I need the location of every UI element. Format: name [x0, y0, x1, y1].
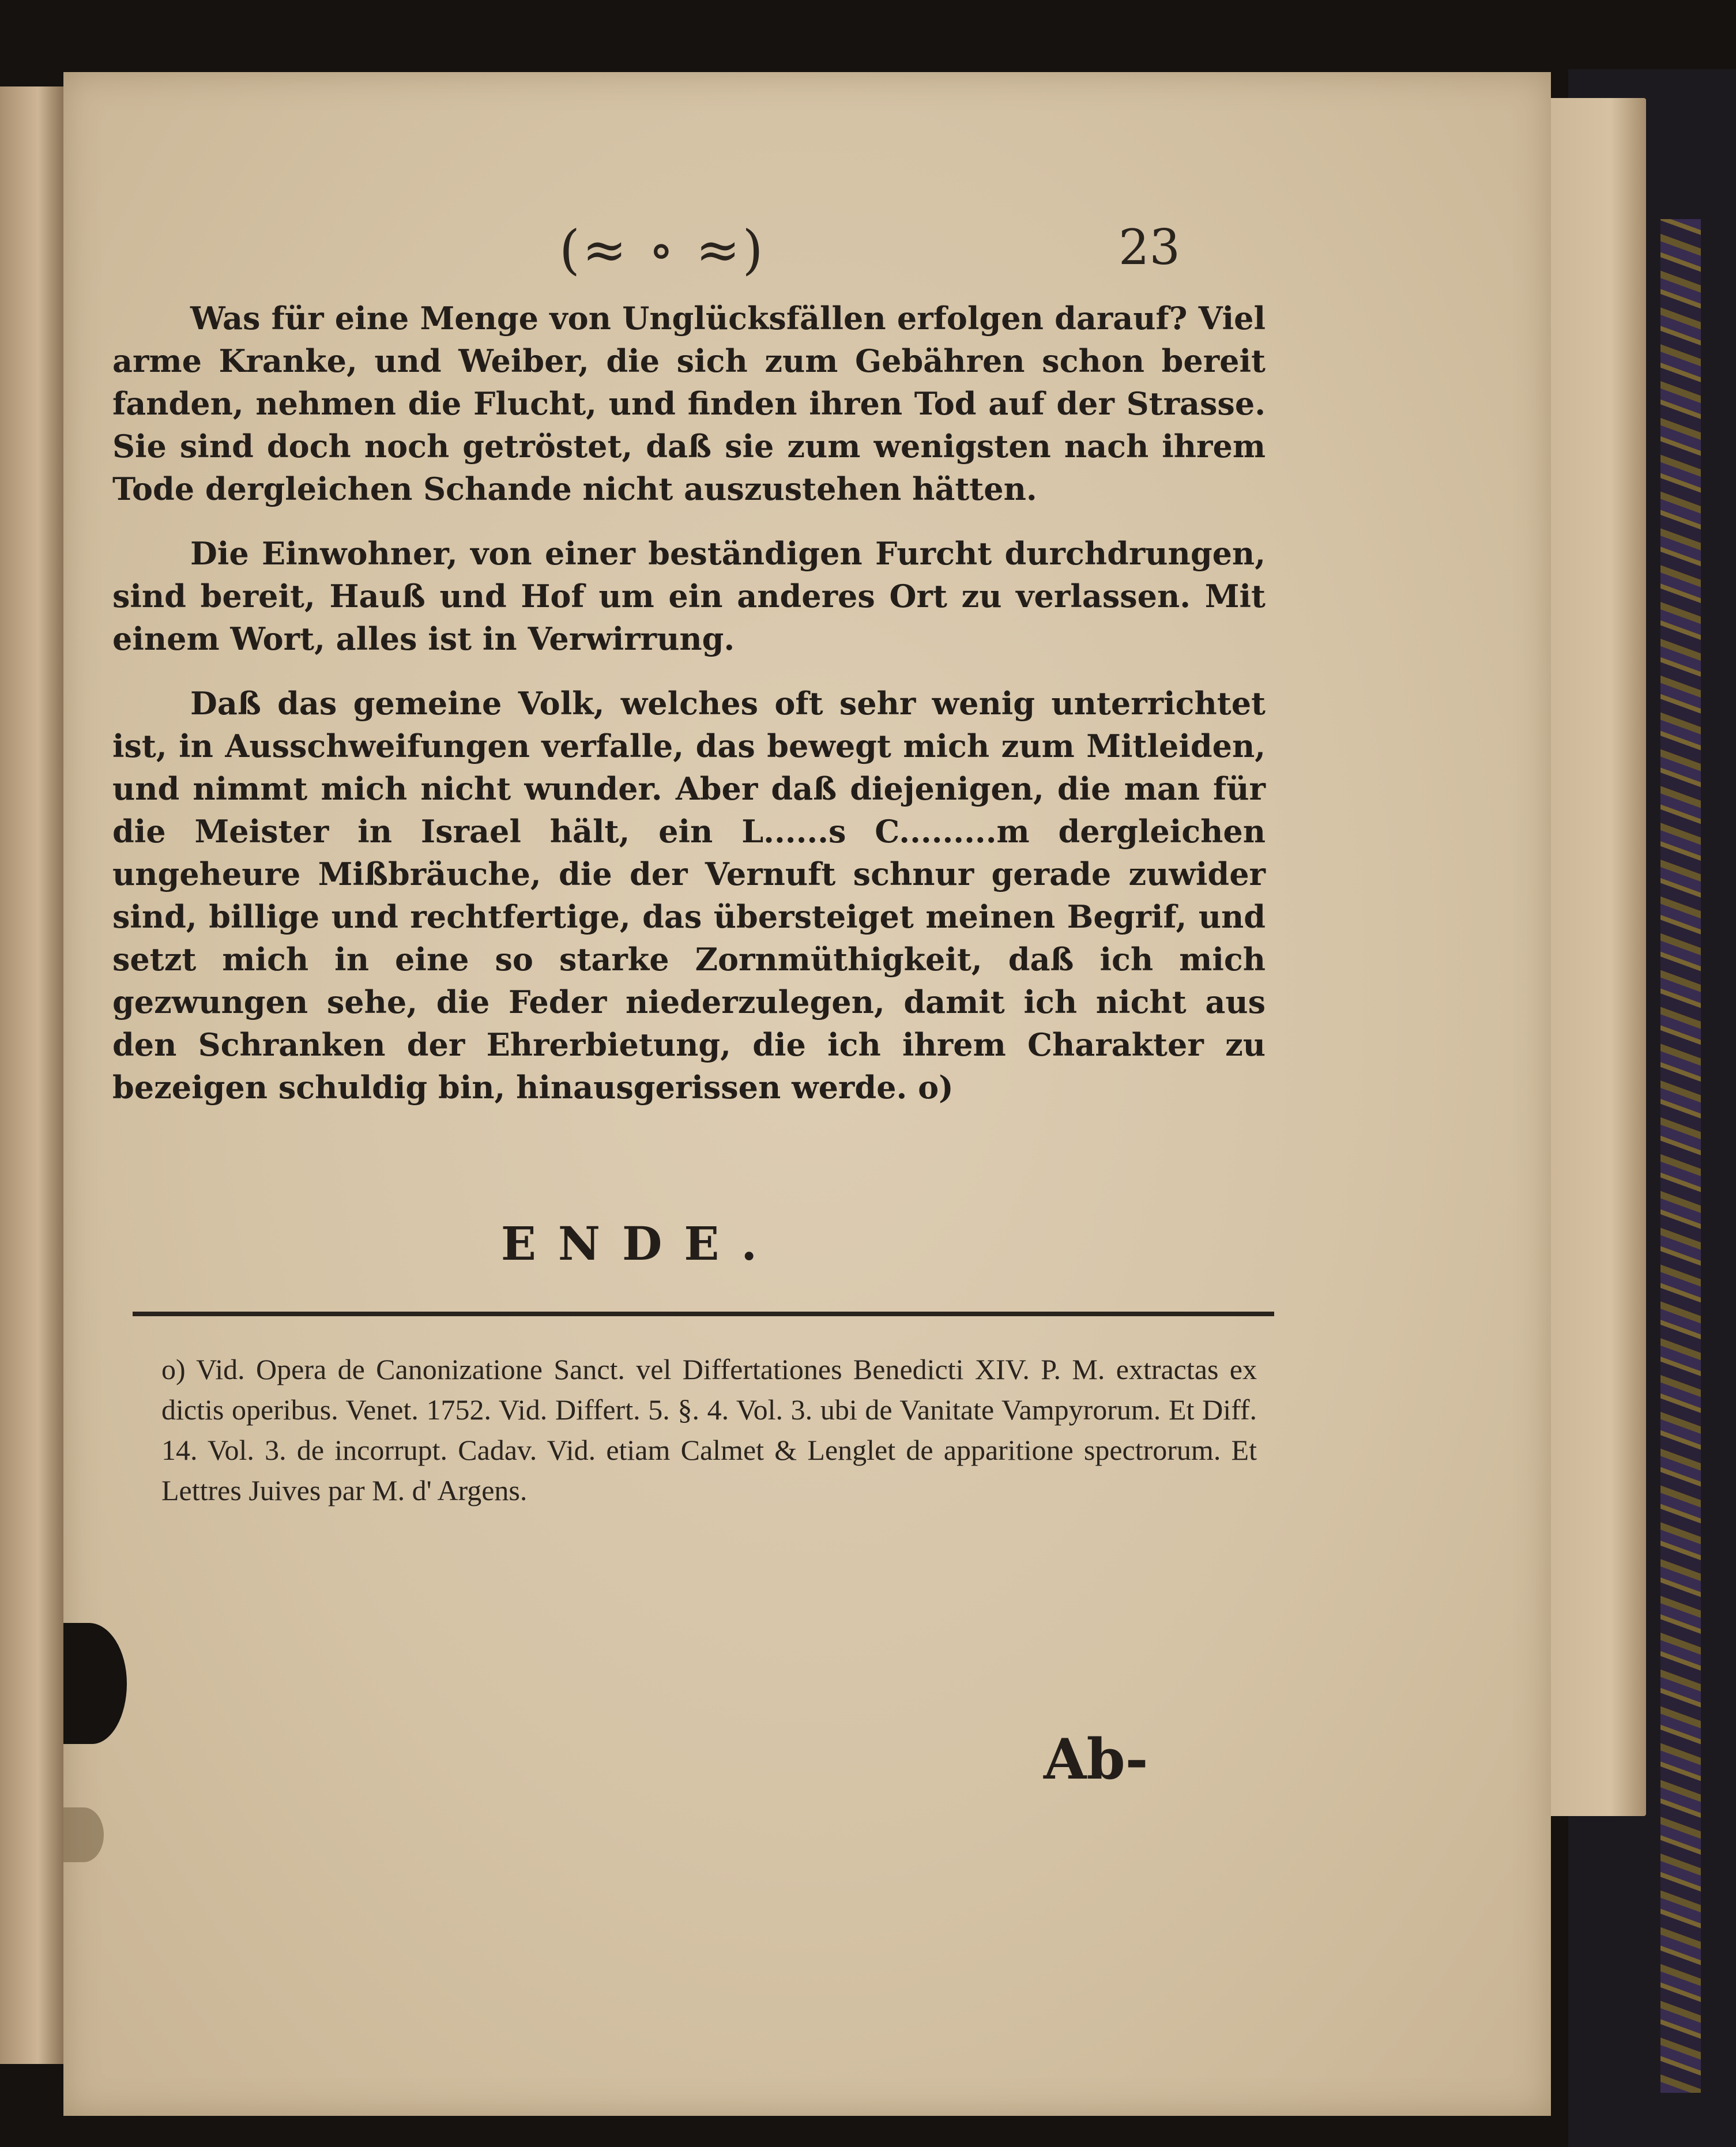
- paragraph: Die Einwohner, von einer beständigen Furcht durchdrungen, sind bereit, Hauß und Hof um ein anderes Ort zu verlassen. Mit einem Wort, alles ist in Verwirrung.: [112, 535, 1266, 657]
- paragraph: Daß das gemeine Volk, welches oft sehr wenig unterrichtet ist, in Ausschweifungen verfalle, das bewegt mich zum Mitleiden, und nimmt mich nicht wunder. Aber daß diejenigen, die man für die Meister in Israel hält, ein L......s C.........m dergleichen ungeheure Mißbräuche, die der Vernuft schnur gerade zuwider sind, billige und rechtfertige, das übersteiget meinen Begrif, und setzt mich in eine so starke Zornmüthigkeit, daß ich mich gezwungen sehe, die Feder niederzulegen, damit ich nicht aus den Schranken der Ehrerbietung, die ich ihrem Charakter zu bezeigen schuldig bin, hinausgerissen werde. o): [112, 685, 1266, 1106]
- page-header: [63, 219, 1551, 294]
- footnote-divider: [133, 1312, 1274, 1316]
- footnote: o) Vid. Opera de Canonizatione Sanct. vel Differtationes Benedicti XIV. P. M. extractas ex dictis operibus. Venet. 1752. Vid. Differt. 5. §. 4. Vol. 3. ubi de Vanitate Vampyrorum. Et Diff. 14. Vol. 3. de incorrupt. Cadav. Vid. etiam Calmet & Lenglet de apparitione spectrorum. Et Lettres Juives par M. d' Argens.: [161, 1353, 1257, 1506]
- marbled-board-edge: [1660, 219, 1701, 2093]
- page-damage-notch: [63, 1807, 104, 1862]
- catchword: Ab-: [1044, 1727, 1148, 1792]
- finis-heading: ENDE.: [500, 1216, 779, 1271]
- page: [63, 72, 1551, 2116]
- page-number: 23: [1119, 219, 1180, 276]
- paragraph: Was für eine Menge von Unglücksfällen erfolgen darauf? Viel arme Kranke, und Weiber, die sich zum Gebähren schon bereit fanden, nehmen die Flucht, und finden ihren Tod auf der Strasse. Sie sind doch noch getröstet, daß sie zum wenigsten nach ihrem Tode dergleichen Schande nicht auszustehen hätten.: [112, 300, 1266, 507]
- body-text: [112, 297, 1266, 1131]
- page-damage-hole: [63, 1623, 127, 1744]
- left-page-edge: [0, 86, 63, 2064]
- header-ornament: (≈ ∘ ≈): [559, 219, 766, 281]
